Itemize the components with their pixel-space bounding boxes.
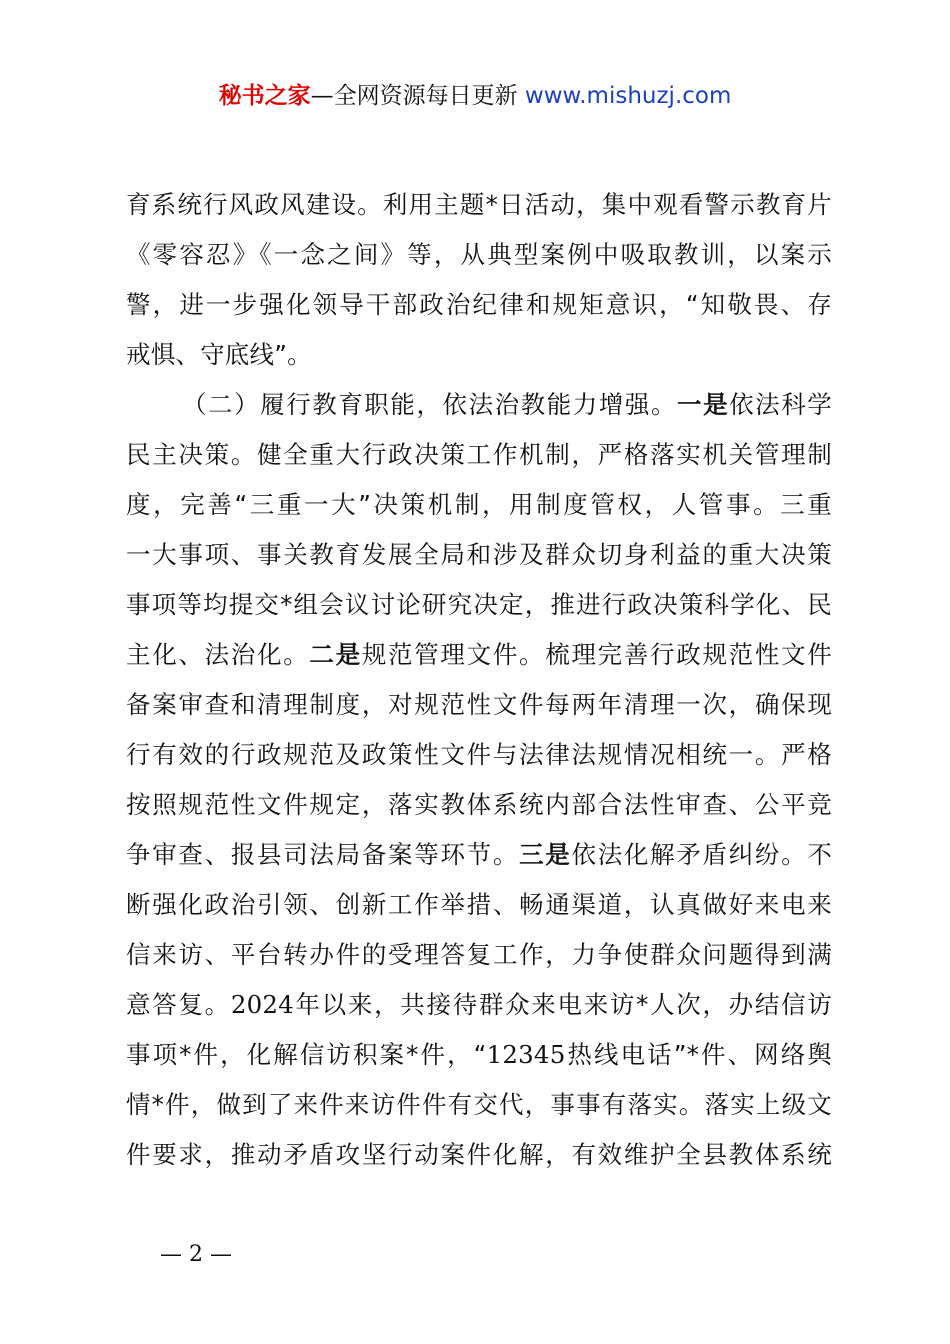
tagline: —全网资源每日更新 bbox=[310, 83, 518, 109]
text-line: 情*件，做到了来件来访件件有交代，事事有落实。落实上级文 bbox=[126, 1090, 832, 1119]
point-marker: 二是 bbox=[309, 640, 362, 669]
text-line bbox=[126, 1030, 832, 1080]
point-marker: 一是 bbox=[677, 390, 730, 419]
site-url: www.mishuzj.com bbox=[524, 83, 732, 109]
section-heading: （二）履行教育职能，依法治教能力增强。 bbox=[182, 390, 678, 419]
brand-name: 秘书之家 bbox=[218, 83, 311, 109]
text-line: 育系统行风政风建设。利用主题*日活动，集中观看警示教育片 bbox=[126, 190, 832, 219]
text-fragment: 争审查、报县司法局备案等环节。 bbox=[126, 840, 520, 869]
text-line: 戒惧、守底线”。 bbox=[126, 340, 312, 369]
text-line: 一大事项、事关教育发展全局和涉及群众切身利益的重大决策 bbox=[126, 540, 832, 569]
text-fragment: 规范管理文件。梳理完善行政规范性文件 bbox=[361, 640, 832, 669]
text-fragment: 年以来，共接待群众来电来访*人次，办结信访 bbox=[293, 990, 832, 1019]
text-fragment: 主化、法治化。 bbox=[126, 640, 310, 669]
text-line: 度，完善“三重一大”决策机制，用制度管权，人管事。三重 bbox=[126, 490, 832, 519]
page-number: — 2 — bbox=[160, 1242, 232, 1267]
point-marker: 三是 bbox=[519, 840, 572, 869]
text-line: 断强化政治引领、创新工作举措、畅通渠道，认真做好来电来 bbox=[126, 890, 832, 919]
text-line: 行有效的行政规范及政策性文件与法律法规情况相统一。严格 bbox=[126, 740, 832, 769]
year-number: 2024 bbox=[230, 990, 294, 1019]
text-line bbox=[126, 980, 832, 1030]
site-watermark-header bbox=[0, 80, 950, 112]
document-body bbox=[126, 180, 832, 1180]
text-line: 信来访、平台转办件的受理答复工作，力争使群众问题得到满 bbox=[126, 940, 832, 969]
text-line: 警，进一步强化领导干部政治纪律和规矩意识，“知敬畏、存 bbox=[126, 290, 832, 319]
text-fragment: 事项*件，化解信访积案*件，“ bbox=[126, 1040, 487, 1069]
text-line: 《零容忍》《一念之间》等，从典型案例中吸取教训，以案示 bbox=[126, 240, 832, 269]
text-line bbox=[126, 630, 832, 680]
text-fragment: 依法科学 bbox=[729, 390, 832, 419]
text-fragment: 依法化解矛盾纠纷。不 bbox=[571, 840, 833, 869]
text-line: 按照规范性文件规定，落实教体系统内部合法性审查、公平竞 bbox=[126, 790, 832, 819]
text-line bbox=[126, 830, 832, 880]
text-line: 民主决策。健全重大行政决策工作机制，严格落实机关管理制 bbox=[126, 440, 832, 469]
text-fragment: 意答复。 bbox=[126, 990, 231, 1019]
text-line: 备案审查和清理制度，对规范性文件每两年清理一次，确保现 bbox=[126, 690, 832, 719]
text-fragment: 热线电话”*件、网络舆 bbox=[565, 1040, 832, 1069]
section-heading-line bbox=[126, 380, 832, 430]
hotline-number: 12345 bbox=[486, 1040, 566, 1069]
text-line: 事项等均提交*组会议讨论研究决定，推进行政决策科学化、民 bbox=[126, 590, 832, 619]
text-line: 件要求，推动矛盾攻坚行动案件化解，有效维护全县教体系统 bbox=[126, 1140, 832, 1169]
